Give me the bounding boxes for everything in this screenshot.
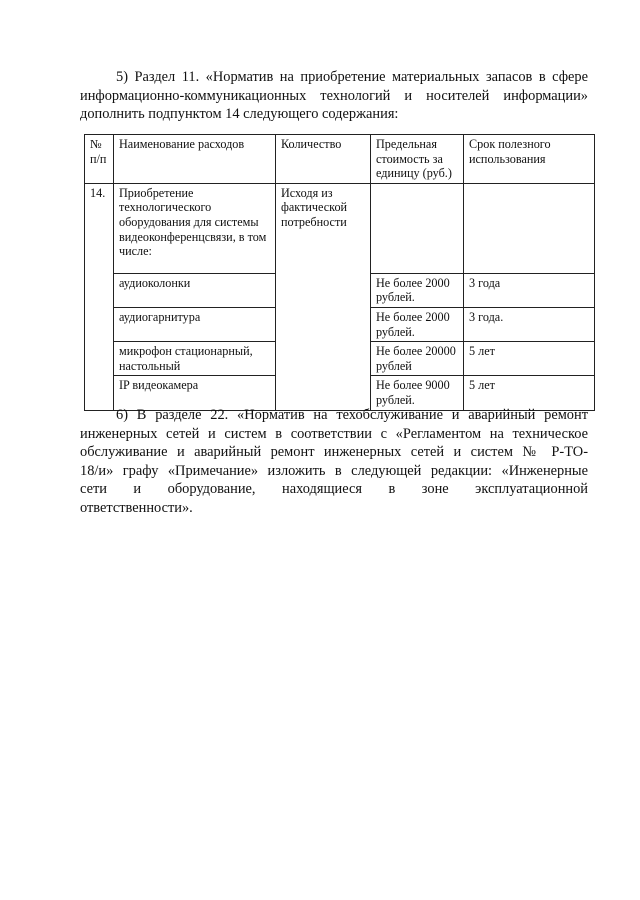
table-header-row <box>85 135 595 184</box>
empty-cell <box>371 183 464 273</box>
row-name: Приобретение технологического оборудования для системы видеоконференцсвязи, в том числе: <box>114 183 276 273</box>
item-term: 5 лет <box>464 376 595 410</box>
row-qty: Исходя из фактической потребности <box>276 183 371 410</box>
section-5-paragraph <box>80 68 588 124</box>
section-6-line: 6) В разделе 22. «Норматив на техобслуживание и аварийный ремонт <box>116 407 588 423</box>
header-term: Срок полезного использования <box>464 135 595 184</box>
section-6-line: 18/и» графу «Примечание» изложить в следующей редакции: «Инженерные <box>80 462 588 479</box>
header-price: Предельная стоимость за единицу (руб.) <box>371 135 464 184</box>
norm-table <box>84 134 595 411</box>
item-term: 5 лет <box>464 342 595 376</box>
item-price: Не более 2000 рублей. <box>371 307 464 341</box>
item-name: IP видеокамера <box>114 376 276 410</box>
section-6-line: ответственности». <box>80 499 193 516</box>
section-6-line: сети и оборудование, находящиеся в зоне эксплуатационной <box>80 481 588 497</box>
section-5-line: информационно-коммуникационных технологий и носителей информации» <box>80 87 588 104</box>
section-5-line: дополнить подпунктом 14 следующего содержания: <box>80 106 399 122</box>
table-row <box>85 183 595 273</box>
empty-cell <box>464 183 595 273</box>
item-price: Не более 2000 рублей. <box>371 273 464 307</box>
header-num: № п/п <box>85 135 114 184</box>
item-name: аудиогарнитура <box>114 307 276 341</box>
row-num: 14. <box>85 183 114 410</box>
item-name: микрофон стационарный, настольный <box>114 342 276 376</box>
section-5-line: 5) Раздел 11. «Норматив на приобретение материальных запасов в сфере <box>116 69 588 85</box>
item-price: Не более 9000 рублей. <box>371 376 464 410</box>
header-name: Наименование расходов <box>114 135 276 184</box>
item-name: аудиоколонки <box>114 273 276 307</box>
item-term: 3 года. <box>464 307 595 341</box>
section-6-paragraph <box>80 406 588 517</box>
header-qty: Количество <box>276 135 371 184</box>
section-6-line: обслуживание и аварийный ремонт инженерных сетей и систем № Р-ТО- <box>80 444 588 460</box>
item-term: 3 года <box>464 273 595 307</box>
item-price: Не более 20000 рублей <box>371 342 464 376</box>
section-6-line: инженерных сетей и систем в соответствии с «Регламентом на техническое <box>80 425 588 442</box>
